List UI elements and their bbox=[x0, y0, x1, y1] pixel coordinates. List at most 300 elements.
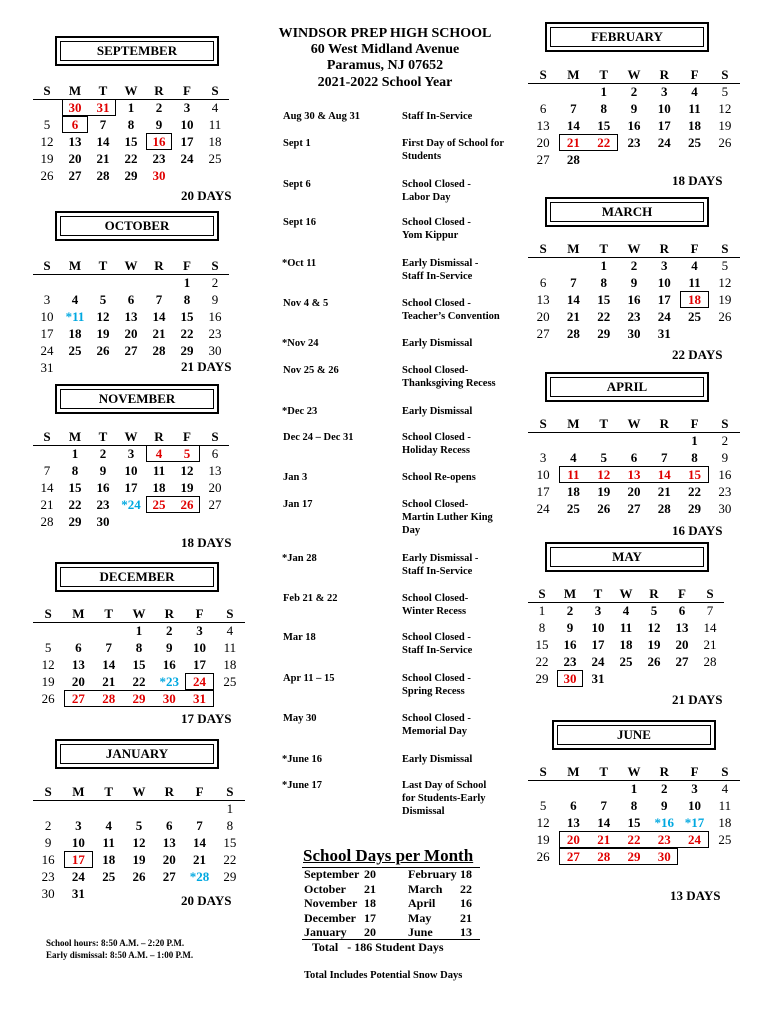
day-cell: 2 bbox=[721, 433, 729, 448]
event-date: Jan 3 bbox=[283, 472, 308, 483]
day-cell: 27 bbox=[675, 654, 689, 669]
weekday-label: S bbox=[539, 764, 547, 779]
day-cell: 10 bbox=[591, 620, 605, 635]
weekday-label: S bbox=[721, 764, 729, 779]
day-cell: 2 bbox=[44, 818, 52, 833]
school-name: WINDSOR PREP HIGH SCHOOL bbox=[278, 26, 492, 41]
event-date: May 30 bbox=[283, 713, 317, 724]
weekday-rule bbox=[528, 780, 740, 781]
day-cell: 8 bbox=[71, 463, 79, 478]
day-cell: *17 bbox=[684, 815, 705, 830]
day-cell: 15 bbox=[124, 134, 138, 149]
day-cell: 17 bbox=[657, 292, 671, 307]
day-cell: 12 bbox=[40, 134, 54, 149]
day-cell: 9 bbox=[566, 620, 574, 635]
day-cell: 3 bbox=[183, 100, 191, 115]
week-row bbox=[33, 150, 229, 167]
day-cell: 9 bbox=[166, 640, 173, 655]
day-cell: 16 bbox=[162, 657, 176, 672]
event-date: Nov 25 & 26 bbox=[283, 365, 339, 376]
day-cell bbox=[33, 800, 63, 817]
event-date: Apr 11 – 15 bbox=[283, 673, 335, 684]
day-cell: 6 bbox=[211, 446, 219, 461]
day-cell: 6 bbox=[71, 117, 79, 132]
day-cell: 18 bbox=[718, 815, 732, 830]
day-cell: *24 bbox=[121, 497, 141, 512]
day-cell: 6 bbox=[127, 292, 135, 307]
day-cell: 11 bbox=[152, 463, 166, 478]
week-row bbox=[33, 817, 245, 834]
day-cell: 30 bbox=[657, 849, 671, 864]
day-cell: 28 bbox=[40, 514, 54, 529]
week-row bbox=[528, 308, 740, 325]
week-row bbox=[528, 814, 740, 831]
weekday-label: M bbox=[68, 83, 82, 98]
day-cell bbox=[201, 167, 229, 184]
weekday-label: F bbox=[690, 764, 699, 779]
weekday-label: W bbox=[124, 258, 138, 273]
event-date: Aug 30 & Aug 31 bbox=[283, 111, 361, 122]
day-cell: 5 bbox=[539, 798, 547, 813]
day-cell: 4 bbox=[155, 446, 163, 461]
day-cell bbox=[89, 274, 117, 291]
month-header-january: JANUARY bbox=[55, 739, 219, 769]
weekday-label: S bbox=[539, 241, 547, 256]
day-cell: 5 bbox=[721, 258, 729, 273]
day-cell: 23 bbox=[718, 484, 732, 499]
day-cell: 11 bbox=[688, 101, 701, 116]
weekday-rule bbox=[33, 274, 229, 275]
week-row bbox=[33, 479, 229, 496]
day-cell: 13 bbox=[68, 134, 82, 149]
weekday-label: T bbox=[98, 258, 108, 273]
day-cell: 15 bbox=[68, 480, 82, 495]
day-cell: 21 bbox=[102, 674, 116, 689]
day-cell: 27 bbox=[536, 152, 550, 167]
week-row bbox=[33, 800, 245, 817]
day-cell: 10 bbox=[124, 463, 138, 478]
day-cell bbox=[63, 622, 93, 639]
weekday-rule bbox=[528, 257, 740, 258]
day-cell: 28 bbox=[566, 152, 580, 167]
weekday-label: W bbox=[132, 784, 146, 799]
day-cell: 25 bbox=[223, 674, 237, 689]
day-cell bbox=[145, 274, 173, 291]
event-description: Last Day of School for Students-Early Dismissal bbox=[402, 780, 487, 817]
week-row bbox=[528, 500, 740, 517]
school-days-month: October bbox=[304, 881, 346, 896]
day-cell: 1 bbox=[538, 603, 546, 618]
day-cell: 12 bbox=[132, 835, 146, 850]
day-cell: 15 bbox=[597, 118, 611, 133]
day-cell bbox=[117, 359, 145, 376]
closed-days-box bbox=[559, 134, 618, 151]
day-cell: 28 bbox=[102, 691, 116, 706]
weekday-label: F bbox=[690, 241, 699, 256]
event-date: Feb 21 & 22 bbox=[283, 593, 338, 604]
event-description: Early Dismissal bbox=[402, 406, 473, 417]
day-cell: 8 bbox=[127, 117, 135, 132]
day-cell: 2 bbox=[630, 258, 638, 273]
weekday-rule bbox=[33, 800, 245, 801]
day-cell: 17 bbox=[536, 484, 550, 499]
school-days-month: September bbox=[304, 867, 360, 881]
day-cell: 25 bbox=[718, 832, 732, 847]
weekday-label: S bbox=[211, 83, 219, 98]
day-cell: 30 bbox=[41, 886, 55, 901]
week-row bbox=[528, 602, 724, 619]
day-cell: 14 bbox=[102, 657, 116, 672]
school-days-month: June bbox=[408, 925, 433, 939]
day-cell: 14 bbox=[566, 118, 580, 133]
day-cell: 16 bbox=[563, 637, 577, 652]
day-cell: 20 bbox=[162, 852, 176, 867]
event-date: Sept 6 bbox=[283, 179, 311, 190]
closed-days-box bbox=[146, 496, 200, 513]
day-cell: 22 bbox=[688, 484, 702, 499]
weekday-label: M bbox=[72, 784, 85, 799]
day-cell: 29 bbox=[68, 514, 82, 529]
day-cell: 6 bbox=[166, 818, 173, 833]
day-cell: 26 bbox=[96, 343, 110, 358]
day-cell: 26 bbox=[718, 309, 732, 324]
weekday-label: F bbox=[183, 429, 191, 444]
event-description: School Closed - Yom Kippur bbox=[402, 217, 471, 241]
day-cell: 23 bbox=[627, 135, 641, 150]
day-cell: 21 bbox=[703, 637, 717, 652]
day-cell: 18 bbox=[688, 118, 702, 133]
month-header-november: NOVEMBER bbox=[55, 384, 219, 414]
month-days-count: 18 DAYS bbox=[181, 535, 232, 550]
day-cell: 8 bbox=[691, 450, 698, 465]
day-cell: 10 bbox=[180, 117, 194, 132]
day-cell: 27 bbox=[71, 691, 85, 706]
weekday-label: F bbox=[690, 67, 699, 82]
day-cell: 26 bbox=[597, 501, 611, 516]
day-cell: 3 bbox=[43, 292, 51, 307]
day-cell: 6 bbox=[678, 603, 686, 618]
day-cell: 21 bbox=[657, 484, 671, 499]
day-cell: 17 bbox=[180, 134, 194, 149]
day-cell: 13 bbox=[162, 835, 176, 850]
weekday-label: T bbox=[599, 764, 609, 779]
day-cell: 9 bbox=[630, 101, 638, 116]
week-row bbox=[528, 432, 740, 449]
day-cell: *16 bbox=[654, 815, 675, 830]
day-cell: 8 bbox=[183, 292, 191, 307]
day-cell: 6 bbox=[75, 640, 82, 655]
day-cell: 4 bbox=[721, 781, 729, 796]
day-cell: 28 bbox=[96, 168, 110, 183]
week-row bbox=[33, 133, 229, 150]
weekday-label: S bbox=[721, 416, 729, 431]
month-header-february: FEBRUARY bbox=[545, 22, 709, 52]
event-date: Mar 18 bbox=[283, 632, 316, 643]
weekday-label: T bbox=[599, 241, 609, 256]
day-cell: 30 bbox=[718, 501, 732, 516]
day-cell: 27 bbox=[536, 326, 550, 341]
day-cell: 27 bbox=[208, 497, 222, 512]
school-days-month: April bbox=[408, 896, 436, 910]
day-cell bbox=[619, 151, 649, 168]
weekday-label: S bbox=[44, 606, 52, 621]
weekday-label: R bbox=[154, 83, 164, 98]
day-cell: 30 bbox=[627, 326, 641, 341]
month-days-count: 21 DAYS bbox=[672, 692, 723, 707]
school-days-month: January bbox=[304, 925, 347, 939]
week-row bbox=[528, 257, 740, 274]
day-cell: 24 bbox=[688, 832, 702, 847]
day-cell: 2 bbox=[211, 275, 219, 290]
day-cell: 8 bbox=[226, 818, 234, 833]
day-cell bbox=[640, 670, 668, 687]
event-description: School Closed - Teacher’s Convention bbox=[402, 298, 500, 322]
day-cell: 23 bbox=[627, 309, 641, 324]
school-days-month: February bbox=[408, 867, 457, 881]
week-row bbox=[528, 151, 740, 168]
event-description: School Closed - Labor Day bbox=[402, 179, 471, 203]
day-cell: 5 bbox=[135, 818, 143, 833]
day-cell: *23 bbox=[159, 674, 180, 689]
day-cell bbox=[94, 885, 124, 902]
day-cell: 7 bbox=[196, 818, 203, 833]
day-cell bbox=[710, 151, 740, 168]
month-days-count: 22 DAYS bbox=[672, 347, 723, 362]
day-cell: 31 bbox=[193, 691, 207, 706]
day-cell: 26 bbox=[132, 869, 146, 884]
day-cell: 7 bbox=[99, 117, 107, 132]
snow-days-note: Total Includes Potential Snow Days bbox=[304, 970, 463, 981]
day-cell: 10 bbox=[71, 835, 85, 850]
day-cell: 31 bbox=[591, 671, 605, 686]
day-cell: 15 bbox=[223, 835, 237, 850]
day-cell: 14 bbox=[40, 480, 54, 495]
day-cell: 10 bbox=[536, 467, 550, 482]
day-cell: 3 bbox=[127, 446, 135, 461]
day-cell bbox=[558, 257, 588, 274]
day-cell: 20 bbox=[536, 135, 550, 150]
day-cell: *28 bbox=[189, 869, 210, 884]
day-cell: 12 bbox=[96, 309, 110, 324]
day-cell: 18 bbox=[566, 484, 580, 499]
weekday-label: M bbox=[567, 764, 580, 779]
event-date: Dec 24 – Dec 31 bbox=[283, 432, 354, 443]
school-days-count: 21 bbox=[460, 910, 472, 925]
day-cell bbox=[201, 513, 229, 530]
event-date: *Jan 28 bbox=[282, 553, 317, 564]
week-row bbox=[528, 780, 740, 797]
weekday-label: S bbox=[721, 67, 729, 82]
weekday-label: R bbox=[164, 606, 174, 621]
month-days-count: 17 DAYS bbox=[181, 711, 232, 726]
day-cell: 16 bbox=[627, 292, 641, 307]
day-cell bbox=[558, 432, 588, 449]
event-description: School Closed- Thanksgiving Recess bbox=[402, 365, 496, 389]
weekday-label: T bbox=[104, 784, 114, 799]
weekday-label: S bbox=[226, 606, 234, 621]
weekday-label: M bbox=[567, 241, 580, 256]
day-cell: 5 bbox=[721, 84, 729, 99]
closed-days-box bbox=[64, 690, 213, 707]
week-row bbox=[528, 449, 740, 466]
day-cell: 23 bbox=[96, 497, 110, 512]
weekday-label: W bbox=[619, 586, 633, 601]
day-cell: 15 bbox=[535, 637, 549, 652]
month-header-december: DECEMBER bbox=[55, 562, 219, 592]
weekday-label: S bbox=[44, 784, 52, 799]
weekday-rule bbox=[528, 83, 740, 84]
day-cell: 13 bbox=[124, 309, 138, 324]
event-date: *Nov 24 bbox=[282, 338, 319, 349]
day-cell: 24 bbox=[657, 135, 671, 150]
day-cell: 6 bbox=[570, 798, 577, 813]
day-cell: 3 bbox=[196, 623, 203, 638]
day-cell: 17 bbox=[657, 118, 671, 133]
day-cell: 3 bbox=[661, 84, 668, 99]
day-cell: 15 bbox=[132, 657, 146, 672]
week-row bbox=[528, 274, 740, 291]
month-header-october: OCTOBER bbox=[55, 211, 219, 241]
closed-days-box bbox=[185, 673, 213, 690]
day-cell: 12 bbox=[180, 463, 194, 478]
weekday-label: R bbox=[649, 586, 659, 601]
day-cell: 11 bbox=[102, 835, 115, 850]
day-cell: 28 bbox=[597, 849, 611, 864]
day-cell: 24 bbox=[180, 151, 194, 166]
month-header-may: MAY bbox=[545, 542, 709, 572]
day-cell: 27 bbox=[124, 343, 138, 358]
day-cell: 14 bbox=[657, 467, 671, 482]
weekday-label: F bbox=[195, 784, 204, 799]
weekday-label: T bbox=[599, 67, 609, 82]
month-header-september: SEPTEMBER bbox=[55, 36, 219, 66]
day-cell: 26 bbox=[718, 135, 732, 150]
day-cell: 11 bbox=[223, 640, 237, 655]
day-cell: 7 bbox=[600, 798, 607, 813]
day-cell: 8 bbox=[538, 620, 546, 635]
day-cell: 10 bbox=[688, 798, 702, 813]
week-row bbox=[33, 622, 245, 639]
event-date: *June 17 bbox=[282, 780, 322, 791]
day-cell: 16 bbox=[152, 134, 166, 149]
day-cell: 11 bbox=[208, 117, 222, 132]
day-cell: 16 bbox=[96, 480, 110, 495]
day-cell: 22 bbox=[535, 654, 549, 669]
day-cell: 30 bbox=[152, 168, 166, 183]
month-days-count: 20 DAYS bbox=[181, 188, 232, 203]
calendar-february bbox=[528, 66, 740, 168]
day-cell: 27 bbox=[162, 869, 176, 884]
day-cell bbox=[33, 445, 61, 462]
day-cell: 5 bbox=[183, 446, 191, 461]
week-row bbox=[528, 83, 740, 100]
event-date: *Oct 11 bbox=[282, 258, 317, 269]
day-cell: 7 bbox=[570, 101, 577, 116]
day-cell: 13 bbox=[627, 467, 641, 482]
day-cell: 22 bbox=[597, 135, 611, 150]
event-description: First Day of School for Students bbox=[402, 138, 505, 162]
event-description: School Closed - Spring Recess bbox=[402, 673, 471, 697]
day-cell: 8 bbox=[135, 640, 143, 655]
month-days-count: 20 DAYS bbox=[181, 893, 232, 908]
day-cell: 1 bbox=[135, 623, 143, 638]
day-cell: 4 bbox=[105, 818, 112, 833]
event-description: School Closed - Staff In-Service bbox=[402, 632, 473, 656]
day-cell: 17 bbox=[40, 326, 54, 341]
day-cell: 26 bbox=[40, 168, 54, 183]
day-cell: 2 bbox=[166, 623, 173, 638]
day-cell: 4 bbox=[211, 100, 219, 115]
day-cell bbox=[124, 800, 154, 817]
day-cell bbox=[558, 83, 588, 100]
closed-days-box bbox=[559, 466, 708, 483]
day-cell: 24 bbox=[536, 501, 550, 516]
event-description: School Closed - Holiday Recess bbox=[402, 432, 471, 456]
day-cell: 5 bbox=[44, 640, 52, 655]
day-cell bbox=[173, 167, 201, 184]
month-header-march: MARCH bbox=[545, 197, 709, 227]
day-cell: *11 bbox=[65, 309, 85, 324]
closed-days-box bbox=[559, 848, 678, 865]
day-cell: 19 bbox=[132, 852, 146, 867]
week-row bbox=[33, 639, 245, 656]
day-cell: 21 bbox=[40, 497, 54, 512]
day-cell: 9 bbox=[661, 798, 668, 813]
week-row bbox=[33, 342, 229, 359]
weekday-label: W bbox=[627, 416, 641, 431]
event-description: School Closed- Martin Luther King Day bbox=[402, 499, 493, 536]
day-cell: 29 bbox=[132, 691, 146, 706]
day-cell: 25 bbox=[102, 869, 116, 884]
day-cell: 31 bbox=[657, 326, 671, 341]
day-cell: 9 bbox=[44, 835, 52, 850]
day-cell bbox=[215, 690, 245, 707]
school-days-count: 20 bbox=[364, 925, 376, 939]
day-cell: 26 bbox=[41, 691, 55, 706]
day-cell: 20 bbox=[627, 484, 641, 499]
month-days-count: 21 DAYS bbox=[181, 359, 232, 374]
weekday-label: R bbox=[659, 241, 669, 256]
weekday-rule bbox=[528, 602, 724, 603]
day-cell: 14 bbox=[597, 815, 611, 830]
day-cell: 23 bbox=[563, 654, 577, 669]
day-cell bbox=[589, 780, 619, 797]
day-cell: 7 bbox=[661, 450, 668, 465]
day-cell bbox=[679, 848, 709, 865]
day-cell: 2 bbox=[99, 446, 107, 461]
event-description: School Closed- Winter Recess bbox=[402, 593, 469, 617]
week-row bbox=[528, 325, 740, 342]
day-cell: 18 bbox=[223, 657, 237, 672]
school-days-count: 13 bbox=[460, 925, 472, 939]
day-cell: 30 bbox=[162, 691, 176, 706]
day-cell: 6 bbox=[539, 101, 547, 116]
day-cell bbox=[619, 432, 649, 449]
day-cell bbox=[33, 622, 63, 639]
day-cell: 18 bbox=[152, 480, 166, 495]
weekday-label: M bbox=[68, 429, 82, 444]
day-cell: 12 bbox=[41, 657, 55, 672]
day-cell bbox=[679, 151, 709, 168]
day-cell: 15 bbox=[627, 815, 641, 830]
day-cell: 1 bbox=[600, 84, 607, 99]
day-cell: 22 bbox=[223, 852, 237, 867]
weekday-label: S bbox=[706, 586, 714, 601]
day-cell bbox=[94, 622, 124, 639]
day-cell: 2 bbox=[630, 84, 638, 99]
day-cell: 29 bbox=[688, 501, 702, 516]
day-cell bbox=[528, 257, 558, 274]
